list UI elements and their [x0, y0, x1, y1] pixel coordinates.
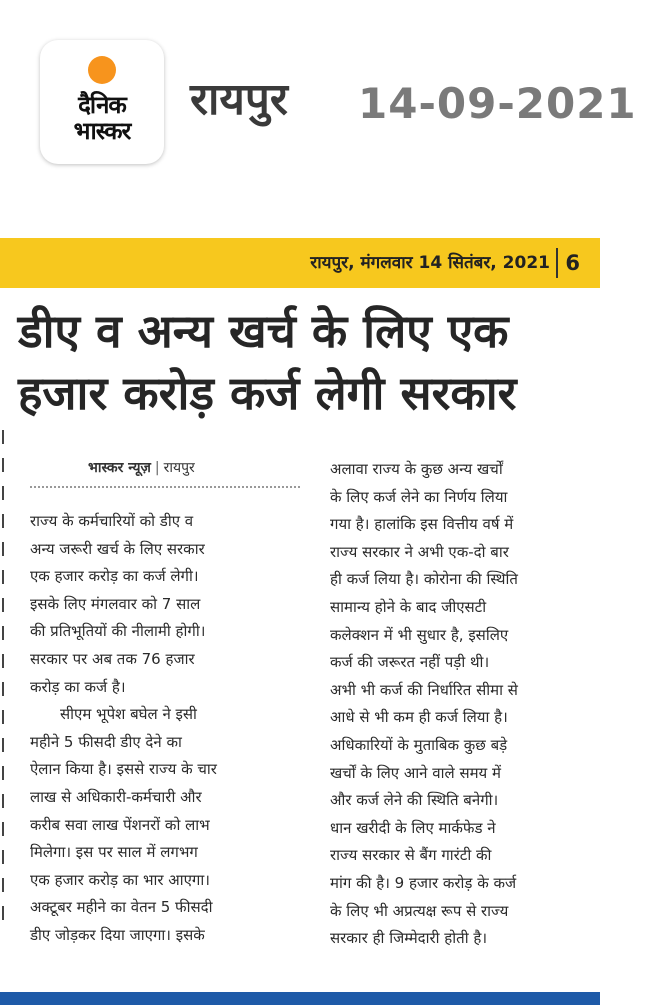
- edition-date: 14-09-2021: [358, 79, 637, 128]
- column-line: एक हजार करोड़ का कर्ज लेगी।: [30, 567, 199, 586]
- column-line: एक हजार करोड़ का भार आएगा।: [30, 870, 210, 889]
- column-line: ही कर्ज लिया है। कोरोना की स्थिति: [330, 570, 518, 589]
- column-line: खर्चों के लिए आने वाले समय में: [330, 763, 501, 782]
- article-column-2: [330, 456, 602, 953]
- bottom-border: [0, 992, 600, 1005]
- column-line: के लिए भी अप्रत्यक्ष रूप से राज्य: [330, 901, 509, 920]
- headline-line-2: हजार करोड़ कर्ज लेगी सरकार: [18, 366, 517, 420]
- column-line: आधे से भी कम ही कर्ज लिया है।: [330, 708, 508, 727]
- column-line: डीए जोड़कर दिया जाएगा। इसके: [30, 925, 205, 944]
- headline-line-1: डीए व अन्य खर्च के लिए एक: [18, 304, 509, 358]
- column-line: राज्य सरकार से बैंग गारंटी की: [330, 846, 492, 865]
- headline: [18, 300, 618, 424]
- column-line: धान खरीदी के लिए मार्कफेड ने: [330, 818, 496, 837]
- column-line: गया है। हालांकि इस वित्तीय वर्ष में: [330, 515, 514, 534]
- byline-location: रायपुर: [163, 460, 195, 476]
- logo-line-2: भास्कर: [73, 117, 131, 145]
- column-line: ऐलान किया है। इससे राज्य के चार: [30, 760, 217, 779]
- byline-divider: [30, 486, 300, 488]
- column-line: राज्य सरकार ने अभी एक-दो बार: [330, 542, 509, 561]
- column-line: करीब सवा लाख पेंशनरों को लाभ: [30, 815, 210, 834]
- column-line: की प्रतिभूतियों की नीलामी होगी।: [30, 622, 206, 641]
- column-line: अलावा राज्य के कुछ अन्य खर्चों: [330, 460, 503, 478]
- adjacent-column-edge: [0, 430, 8, 950]
- byline-agency: भास्कर न्यूज़: [88, 460, 151, 476]
- column-line: सामान्य होने के बाद जीएसटी: [330, 597, 487, 616]
- column-line: लाख से अधिकारी-कर्मचारी और: [30, 787, 202, 806]
- column-line: और कर्ज लेने की स्थिति बनेगी।: [330, 791, 499, 810]
- column-line: महीने 5 फीसदी डीए देने का: [30, 732, 182, 751]
- page-number: 6: [565, 251, 580, 275]
- column-line: मांग की है। 9 हजार करोड़ के कर्ज: [330, 873, 517, 892]
- column-line: राज्य के कर्मचारियों को डीए व: [30, 512, 194, 530]
- column-line: सीएम भूपेश बघेल ने इसी: [60, 705, 197, 724]
- column-line: के लिए कर्ज लेने का निर्णय लिया: [330, 487, 508, 506]
- column-line: सरकार ही जिम्मेदारी होती है।: [330, 929, 488, 948]
- column-line: अक्टूबर महीने का वेतन 5 फीसदी: [30, 898, 213, 917]
- column-line: सरकार पर अब तक 76 हजार: [30, 649, 195, 668]
- column-line: अन्य जरूरी खर्च के लिए सरकार: [30, 539, 205, 558]
- dainik-bhaskar-logo: [40, 40, 164, 164]
- column-line: इसके लिए मंगलवार को 7 साल: [30, 594, 201, 613]
- column-line: मिलेगा। इस पर साल में लगभग: [30, 843, 198, 862]
- logo-line-1: दैनिक: [78, 91, 126, 119]
- column-line: करोड़ का कर्ज है।: [30, 677, 126, 696]
- column-line: अभी भी कर्ज की निर्धारित सीमा से: [330, 680, 518, 699]
- page-dateline-band: [0, 238, 600, 288]
- dateline: रायपुर, मंगलवार 14 सितंबर, 2021: [310, 253, 550, 273]
- byline: भास्कर न्यूज़ | रायपुर: [88, 460, 195, 476]
- column-line: अधिकारियों के मुताबिक कुछ बड़े: [330, 735, 508, 754]
- edition-city: रायपुर: [190, 74, 288, 125]
- article-column-1: [30, 508, 302, 950]
- column-line: कलेक्शन में भी सुधार है, इसलिए: [330, 625, 509, 644]
- sun-icon: [88, 56, 116, 84]
- dateline-separator: [556, 248, 558, 278]
- column-line: कर्ज की जरूरत नहीं पड़ी थी।: [330, 653, 490, 672]
